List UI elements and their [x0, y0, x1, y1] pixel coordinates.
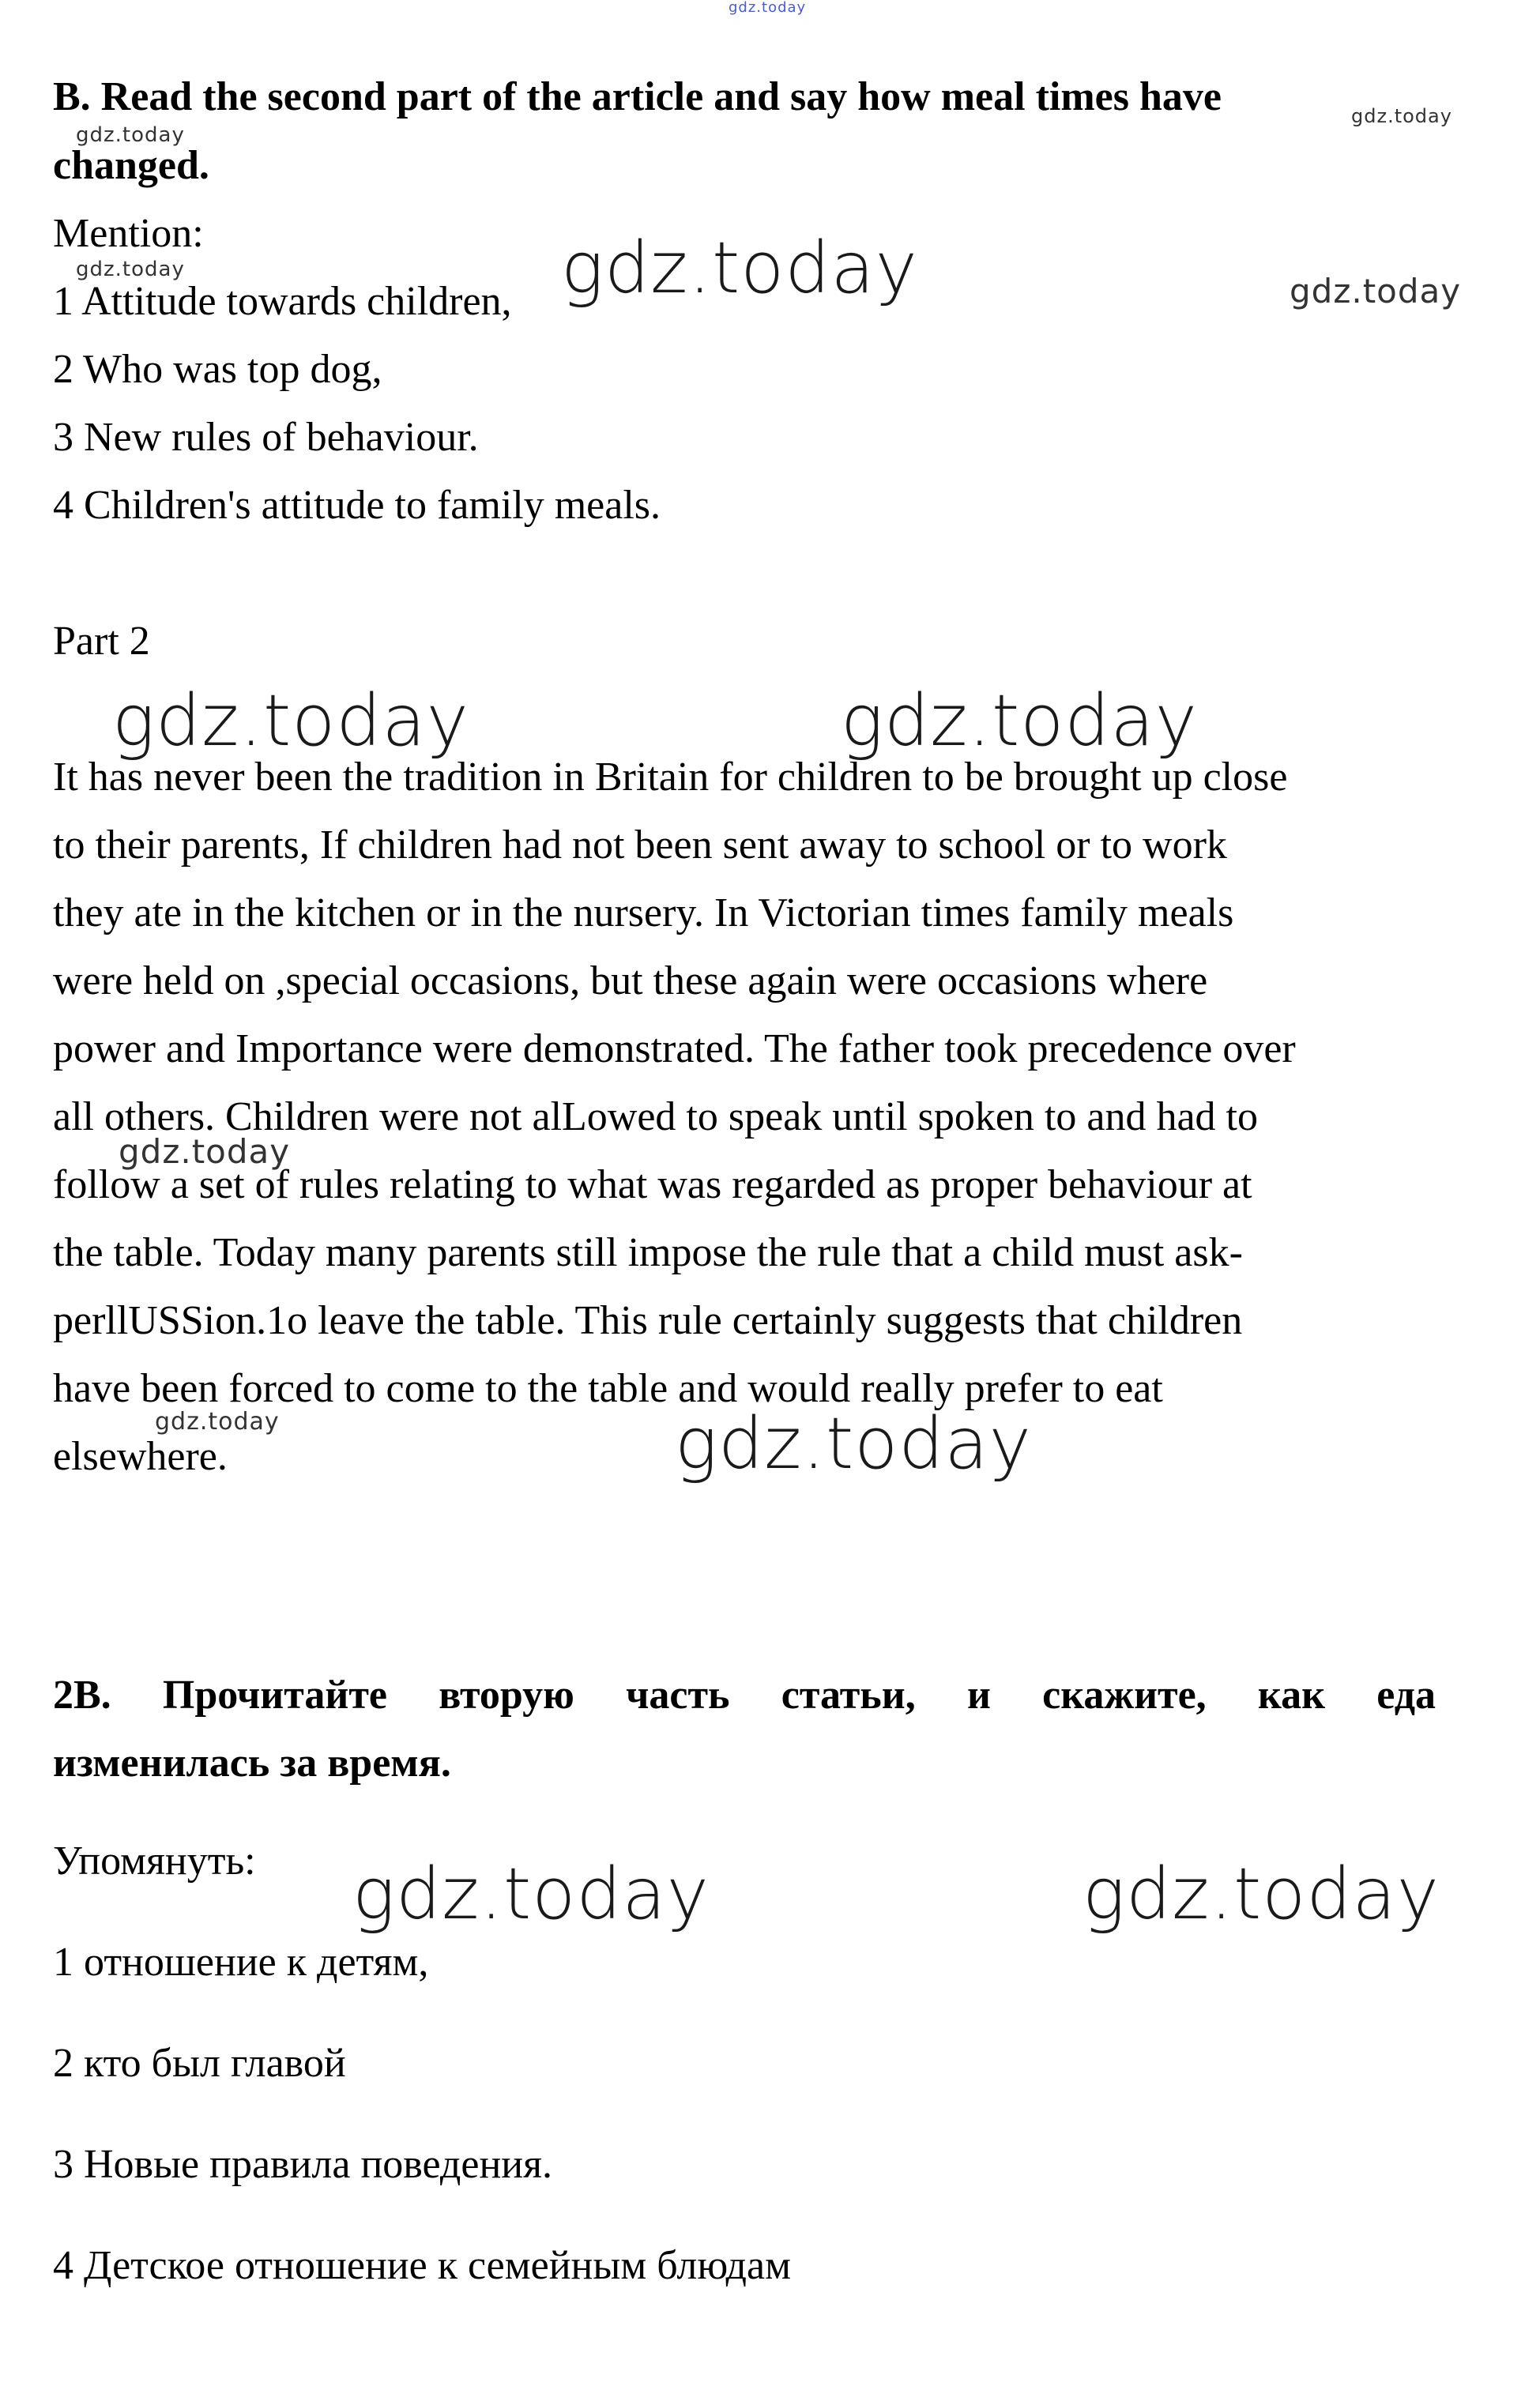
paragraph-line-5: power and Importance were demonstrated. The father took precedence over — [53, 1026, 1296, 1071]
paragraph-line-10: have been forced to come to the table and would really prefer to eat — [53, 1366, 1163, 1411]
russian-heading-line1 — [53, 1672, 1436, 1719]
paragraph-line-9: perllUSSion.1o leave the table. This rule certainly suggests that children — [53, 1298, 1243, 1343]
russian-heading-word: вторую — [439, 1673, 574, 1718]
paragraph-line-1: It has never been the tradition in Britain for children to be brought up close — [53, 755, 1288, 800]
russian-heading-word: как — [1257, 1673, 1326, 1718]
russian-heading-word: часть — [626, 1673, 730, 1718]
paragraph-line-2: to their parents, If children had not been sent away to school or to work — [53, 822, 1227, 868]
russian-heading-word: и — [966, 1673, 991, 1718]
watermark-mention-right: gdz.today — [1290, 272, 1462, 311]
english-heading-line2: changed. — [53, 143, 209, 188]
russian-heading-word: еда — [1376, 1673, 1436, 1718]
english-item-3: 3 New rules of behaviour. — [53, 415, 479, 460]
english-item-1: 1 Attitude towards children, — [53, 279, 512, 324]
paragraph-line-4: were held on ,special occasions, but these again were occasions where — [53, 958, 1208, 1003]
paragraph-line-3: they ate in the kitchen or in the nursery. In Victorian times family meals — [53, 890, 1234, 935]
watermark-part-left: gdz.today — [112, 679, 469, 762]
watermark-top: gdz.today — [729, 0, 807, 16]
watermark-paragraph-bottom-big: gdz.today — [675, 1402, 1032, 1485]
russian-item-4: 4 Детское отношение к семейным блюдам — [53, 2243, 791, 2288]
watermark-heading-right: gdz.today — [1351, 105, 1452, 127]
watermark-russian-right: gdz.today — [1083, 1853, 1440, 1936]
watermark-mention-big: gdz.today — [561, 227, 918, 310]
russian-item-3: 3 Новые правила поведения. — [53, 2142, 553, 2187]
paragraph-line-6: all others. Children were not alLowed to speak until spoken to and had to — [53, 1094, 1258, 1139]
english-heading-line1: B. Read the second part of the article and say how meal times have — [53, 74, 1222, 119]
watermark-paragraph-bottom-left: gdz.today — [155, 1408, 280, 1436]
part-label: Part 2 — [53, 619, 150, 664]
russian-item-1: 1 отношение к детям, — [53, 1940, 429, 1985]
watermark-part-right: gdz.today — [841, 679, 1198, 762]
watermark-russian-left: gdz.today — [352, 1853, 710, 1936]
russian-heading-word: скажите, — [1042, 1673, 1207, 1718]
watermark-mention-left: gdz.today — [76, 258, 185, 281]
paragraph-line-11: elsewhere. — [53, 1434, 228, 1479]
russian-mention-label: Упомянуть: — [53, 1839, 256, 1884]
english-item-2: 2 Who was top dog, — [53, 347, 382, 392]
watermark-heading-left: gdz.today — [76, 123, 185, 147]
watermark-paragraph-mid: gdz.today — [119, 1132, 291, 1171]
paragraph-line-7: follow a set of rules relating to what was regarded as proper behaviour at — [53, 1162, 1252, 1207]
russian-heading-word: статьи, — [781, 1673, 916, 1718]
russian-heading-word: Прочитайте — [162, 1673, 387, 1718]
russian-item-2: 2 кто был главой — [53, 2041, 346, 2086]
english-mention-label: Mention: — [53, 211, 204, 256]
paragraph-line-8: the table. Today many parents still impose the rule that a child must ask- — [53, 1230, 1243, 1275]
russian-heading-line2: изменилась за время. — [53, 1741, 451, 1786]
russian-heading-word: 2B. — [53, 1673, 111, 1718]
english-item-4: 4 Children's attitude to family meals. — [53, 483, 661, 528]
